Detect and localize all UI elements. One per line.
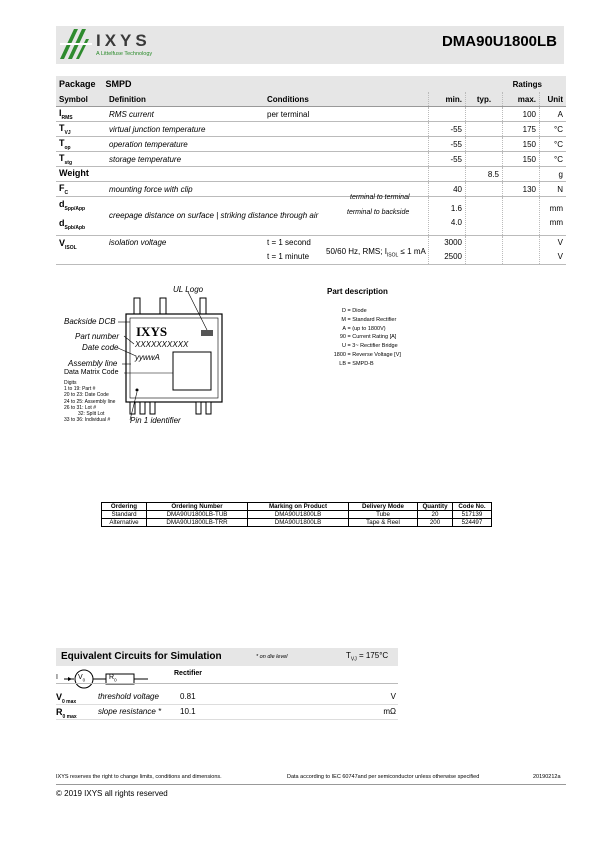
creep-unit-2: mm (549, 217, 563, 227)
current-label: I (56, 674, 58, 681)
rating-unit: °C (540, 137, 567, 152)
pd-value: Standard Rectifier (352, 316, 397, 323)
part-description-list (310, 307, 401, 369)
ratings-label: Ratings (429, 76, 567, 92)
pd-value: Reverse Voltage [V] (352, 351, 401, 358)
ordering-cell: DMA90U1800LB-TUB (147, 511, 248, 519)
footer-disclaimer: IXYS reserves the right to change limits, conditions and dimensions. (56, 774, 222, 780)
col-typ: typ. (466, 92, 503, 107)
digits-line: 33 to 36: Individual # (64, 417, 111, 424)
part-description-item (310, 333, 401, 342)
rating-typ (466, 122, 503, 137)
pd-key: D (342, 308, 346, 314)
ratings-table (56, 76, 566, 265)
digits-line: 24 to 25: Assembly line (64, 398, 116, 405)
rating-typ (466, 152, 503, 167)
data-matrix-label: Data Matrix Code (64, 369, 119, 376)
creep-min-2: 4.0 (450, 217, 462, 227)
col-symbol: Symbol (56, 92, 106, 107)
rating-unit: A (540, 107, 567, 122)
rating-unit: °C (540, 122, 567, 137)
visol-t2: t = 1 minute (267, 251, 310, 261)
digits-legend (64, 380, 115, 423)
part-description-item (310, 360, 401, 369)
ul-logo-label: UL Logo (173, 285, 204, 294)
pd-value: Diode (352, 308, 367, 314)
ordering-header-cell: Marking on Product (248, 503, 349, 511)
creep-sym-1: d (59, 199, 65, 209)
ordering-cell: Tube (349, 511, 418, 519)
r0-sub: 0 (114, 677, 117, 683)
rating-max: 100 (503, 107, 540, 122)
rating-condition (264, 152, 429, 167)
rating-max: 150 (503, 152, 540, 167)
copyright: © 2019 IXYS all rights reserved (56, 789, 168, 798)
pd-eq: = (346, 351, 353, 358)
chip-date: yywwA (135, 353, 160, 362)
rating-symbol (56, 137, 106, 152)
col-definition: Definition (106, 92, 264, 107)
package-value: SMPD (105, 79, 132, 89)
pd-key: M (341, 316, 346, 323)
col-min: min. (429, 92, 466, 107)
pd-eq: = (346, 360, 353, 367)
footer-standard: Data according to IEC 60747and per semiconductor unless otherwise specified (287, 774, 480, 780)
creep-unit-1: mm (549, 203, 563, 213)
brand-subtitle: A Littelfuse Technology (96, 51, 153, 57)
rating-condition (264, 137, 429, 152)
ordering-header (102, 503, 492, 511)
rating-symbol (56, 152, 106, 167)
creep-min-1: 1.6 (450, 203, 462, 213)
ordering-header-cell: Delivery Mode (349, 503, 418, 511)
rating-min: -55 (429, 152, 466, 167)
rating-unit: N (540, 182, 567, 197)
equivalent-note: * on die level (256, 654, 288, 660)
pd-value: SMPD-B (352, 360, 374, 367)
rating-definition: storage temperature (106, 152, 264, 167)
rating-definition: mounting force with clip (106, 182, 264, 197)
eq-symbol (56, 707, 77, 720)
rating-row (56, 137, 566, 152)
creep-cond-1: terminal to terminal (350, 194, 410, 201)
rating-symbol (56, 107, 106, 122)
rating-definition (106, 167, 264, 182)
rating-sub: VJ (64, 129, 71, 136)
part-description-item (310, 316, 401, 325)
rating-row (56, 167, 566, 182)
footer-revision: 20190212a (533, 774, 561, 780)
eq-sub: 0 max (62, 698, 77, 705)
chip-part: XXXXXXXXXX (135, 340, 189, 349)
rating-unit: °C (540, 152, 567, 167)
part-description-title: Part description (327, 287, 388, 296)
footer-divider (56, 784, 566, 785)
part-description-item (310, 351, 401, 360)
ordering-cell: DMA90U1800LB-TRR (147, 519, 248, 527)
assembly-line-label: Assembly line (68, 359, 118, 368)
eq-unit: mΩ (383, 707, 396, 716)
ordering-cell: 20 (418, 511, 453, 519)
ordering-cell: Alternative (102, 519, 147, 527)
creep-cond-2: terminal to backside (347, 209, 410, 216)
rating-min (429, 107, 466, 122)
digits-line: 26 to 31: Lot # (64, 404, 96, 411)
creepage-row (56, 197, 566, 236)
eq-definition: slope resistance * (98, 707, 162, 716)
rating-symbol (56, 182, 106, 197)
ordering-header-cell: Code No. (453, 503, 492, 511)
r0-sym: R (109, 674, 115, 681)
rating-sym: T (59, 122, 65, 133)
ordering-row (102, 519, 492, 527)
brand-name: IXYS (96, 31, 151, 50)
tvj-sym: T (346, 651, 351, 660)
equivalent-tvj (346, 651, 388, 663)
digits-line: 1 to 19: Part # (64, 386, 96, 393)
ordering-header-cell: Quantity (418, 503, 453, 511)
creep-definition: creepage distance on surface | striking distance through air (109, 211, 319, 221)
rating-unit: g (540, 167, 567, 182)
tvj-val: = 175°C (356, 651, 389, 660)
visol-unit-2: V (557, 251, 563, 261)
visol-cond-sub: ISOL (386, 252, 399, 259)
eq-value: 10.1 (180, 707, 196, 716)
rating-condition: per terminal (264, 107, 429, 122)
rating-sub: C (64, 189, 69, 196)
pd-eq: = (346, 334, 353, 341)
rating-sub: op (64, 144, 71, 151)
eq-symbol (56, 692, 76, 705)
digits-line: 20 to 23: Date Code (64, 392, 109, 399)
visol-sub: ISOL (65, 244, 77, 251)
rating-row (56, 152, 566, 167)
visol-cond: 50/60 Hz, RMS; I (326, 246, 387, 256)
ordering-cell: 517139 (453, 511, 492, 519)
ordering-table (101, 502, 492, 527)
ordering-cell: 200 (418, 519, 453, 527)
date-code-label: Date code (82, 343, 119, 352)
r0-label (109, 674, 117, 682)
visol-t1: t = 1 second (267, 237, 311, 247)
eq-sym: R (56, 707, 63, 717)
rating-symbol (56, 167, 106, 182)
pd-eq: = (346, 316, 353, 323)
pd-value: Current Rating [A] (352, 334, 397, 341)
rating-typ: 8.5 (466, 167, 503, 182)
ordering-header-cell: Ordering (102, 503, 147, 511)
rating-definition: RMS current (106, 107, 264, 122)
creep-sub-2: Spb/Apb (64, 224, 86, 231)
rating-definition: operation temperature (106, 137, 264, 152)
rectifier-label: Rectifier (174, 670, 203, 677)
visol-sym: V (59, 237, 66, 248)
rating-sym: F (59, 182, 65, 193)
part-description-item (310, 325, 401, 334)
tvj-sub: VJ (350, 656, 357, 663)
rating-row (56, 182, 566, 197)
rating-sym: I (59, 107, 62, 118)
visol-min-2: 2500 (444, 251, 462, 261)
rating-row (56, 107, 566, 122)
rating-symbol (56, 122, 106, 137)
equivalent-rows (56, 690, 398, 720)
ordering-cell: DMA90U1800LB (248, 519, 349, 527)
pd-key: A (342, 325, 346, 332)
rating-max: 130 (503, 182, 540, 197)
creep-sub-1: Spp/App (64, 205, 86, 212)
visol-cond-tail: ≤ 1 mA (398, 246, 426, 256)
ordering-row (102, 511, 492, 519)
rating-typ (466, 107, 503, 122)
rating-max: 150 (503, 137, 540, 152)
part-description-item (310, 342, 401, 351)
ordering-cell: Tape & Reel (349, 519, 418, 527)
chip-brand: IXYS (136, 324, 168, 339)
col-unit: Unit (540, 92, 567, 107)
col-max: max. (503, 92, 540, 107)
v0-sub: 0 (82, 677, 86, 683)
pd-key: 1800 (333, 351, 346, 358)
eq-definition: threshold voltage (98, 692, 159, 701)
eq-unit: V (390, 692, 396, 701)
rating-min: -55 (429, 137, 466, 152)
part-number-title: DMA90U1800LB (441, 33, 557, 50)
pd-eq: = (346, 343, 353, 350)
pin1-label: Pin 1 identifier (130, 416, 181, 425)
pd-eq: = (346, 308, 353, 314)
part-description-item (310, 307, 401, 316)
rating-max (503, 167, 540, 182)
ordering-cell: Standard (102, 511, 147, 519)
rating-min: -55 (429, 122, 466, 137)
equivalent-row (56, 705, 398, 720)
ixys-logo-icon (60, 29, 92, 59)
eq-divider (56, 683, 398, 684)
rating-definition: virtual junction temperature (106, 122, 264, 137)
pd-key: 90 (339, 334, 346, 341)
ordering-body (102, 511, 492, 527)
pd-value: (up to 1800V) (352, 325, 386, 332)
ratings-body (56, 107, 566, 197)
equivalent-title: Equivalent Circuits for Simulation (61, 651, 222, 662)
rating-sym: Weight (59, 167, 89, 178)
eq-value: 0.81 (180, 692, 196, 701)
rating-sub: stg (64, 159, 72, 166)
part-number-label: Part number (75, 332, 120, 341)
v0-sym: V (78, 674, 83, 681)
rating-condition (264, 122, 429, 137)
rating-row (56, 122, 566, 137)
digits-line: Digits (64, 380, 77, 386)
v0-label (78, 674, 85, 682)
rating-max: 175 (503, 122, 540, 137)
rating-sym: T (59, 152, 65, 163)
visol-definition: isolation voltage (106, 235, 264, 264)
rating-condition (264, 167, 429, 182)
visol-row (56, 235, 566, 264)
ordering-header-cell: Ordering Number (147, 503, 248, 511)
rating-min: 40 (429, 182, 466, 197)
rating-sub: RMS (61, 114, 73, 121)
pd-eq: = (346, 325, 353, 332)
pd-value: 3~ Rectifier Bridge (352, 343, 398, 350)
package-label: Package (59, 79, 96, 89)
rating-min (429, 167, 466, 182)
pd-key: U (342, 343, 346, 350)
visol-min-1: 3000 (444, 237, 462, 247)
col-conditions: Conditions (264, 92, 429, 107)
pd-key: LB (339, 360, 346, 367)
visol-unit-1: V (557, 237, 563, 247)
ordering-cell: 524497 (453, 519, 492, 527)
rating-typ (466, 182, 503, 197)
eq-sym: V (56, 692, 63, 702)
equivalent-row (56, 690, 398, 705)
rating-sym: T (59, 137, 65, 148)
ordering-cell: DMA90U1800LB (248, 511, 349, 519)
creep-sym-2: d (59, 217, 65, 228)
digits-line: 32: Split Lot (78, 411, 105, 418)
rating-typ (466, 137, 503, 152)
eq-sub: 0 max (62, 713, 77, 720)
backside-dcb-label: Backside DCB (64, 317, 116, 326)
